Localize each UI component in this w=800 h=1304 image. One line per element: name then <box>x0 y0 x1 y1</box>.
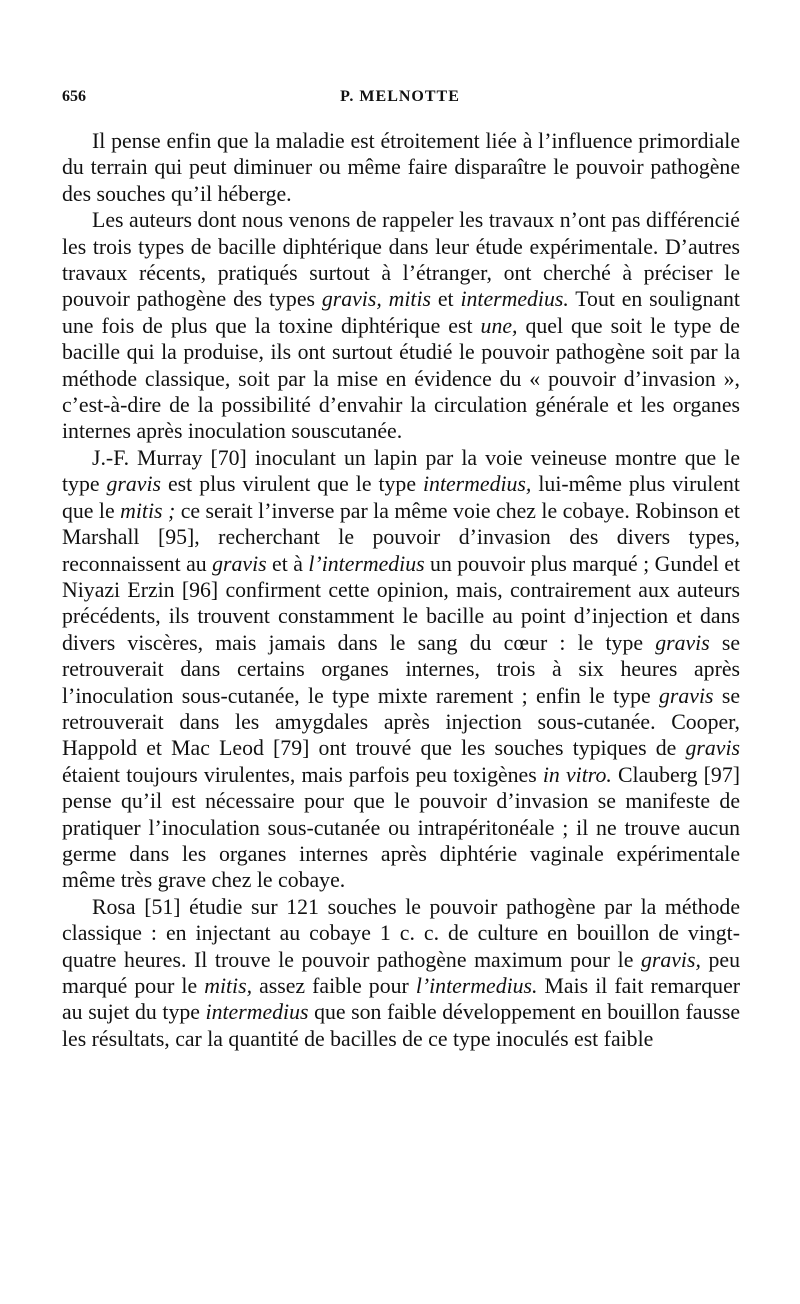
page-header <box>62 88 738 114</box>
italic-text: in vitro. <box>542 762 612 787</box>
text-run: quel que soit le type de bacille qui la produise, ils ont surtout étudié le pouvoir pathogène soit par la méthode classique, soit par la mise en évidence du « pouvoir d’invasion », c’est-à-dire de la possibilité d’envahir la circulation générale et les organes internes après inoculation souscutanée. <box>62 313 740 444</box>
italic-text: gravis <box>106 472 162 497</box>
text-run: un pouvoir plus marqué ; Gundel et Niyazi Erzin [96] confirment cette opinion, mais, contrairement aux auteurs précédents, ils trouvent constamment le bacille au point d’injection et dans divers viscères, mais jamais dans le sang du cœur : le type <box>62 551 741 655</box>
italic-text: intermedius, <box>423 472 532 497</box>
text-run: Clauberg [97] pense qu’il est nécessaire pour que le pouvoir d’invasion se manifeste de pratiquer l’inoculation sous-cutanée ou intrapéritonéale ; il ne trouve aucun germe dans les organes internes après diphtérie vaginale expérimentale même très grave chez le cobaye. <box>62 762 740 893</box>
italic-text: gravis, mitis <box>321 287 432 312</box>
text-run: et à <box>266 551 309 576</box>
text-run: est plus virulent que le type <box>161 472 423 497</box>
text-run: ce serait l’inverse par la même voie chez le cobaye. Robinson et Marshall [95], recherchant le pouvoir d’invasion des divers types, reconnaissent au <box>62 498 740 576</box>
italic-text: mitis, <box>204 974 253 998</box>
text-run: assez faible pour <box>252 974 416 998</box>
italic-text: l’intermedius. <box>415 974 538 998</box>
paragraph <box>62 445 740 894</box>
text-run: peu marqué pour le <box>62 947 740 998</box>
running-title: P. MELNOTTE <box>340 88 460 105</box>
text-run: Il pense enfin que la maladie est étroitement liée à l’influence primordiale du terrain qui peut diminuer ou même faire disparaître le pouvoir pathogène des souches qu’il héberge. <box>62 129 740 206</box>
italic-text: une, <box>480 313 518 338</box>
italic-text: gravis <box>659 683 714 708</box>
text-run: Les auteurs dont nous venons de rappeler les travaux n’ont pas différencié les trois types de bacille diphtérique dans leur étude expérimentale. D’autres travaux récents, pratiqués surtout à l’étranger, ont cherché à préciser le pouvoir pathogène des types <box>62 208 740 312</box>
text-run: étaient toujours virulentes, mais parfois peu toxigènes <box>62 762 543 787</box>
paragraph <box>62 894 740 1052</box>
italic-text: gravis <box>685 736 740 761</box>
text-run: se retrouverait dans certains organes internes, trois à six heures après l’inoculation sous-cutanée, le type mixte rarement ; enfin le type <box>62 630 741 708</box>
text-run: que son faible développement en bouillon fausse les résultats, car la quantité de bacilles de ce type inoculés est faible <box>62 1000 740 1051</box>
italic-text: intermedius. <box>460 287 569 312</box>
italic-text: gravis <box>212 551 267 576</box>
text-run: lui-même plus virulent que le <box>62 472 740 523</box>
text-run: Tout en soulignant une fois de plus que la toxine diphtérique est <box>62 287 740 338</box>
text-run: se retrouverait dans les amygdales après injection sous-cutanée. Cooper, Happold et Mac Leod [79] ont trouvé que les souches typiques de <box>62 683 740 761</box>
paragraph <box>62 207 740 445</box>
page-number: 656 <box>62 88 86 105</box>
body-text <box>62 128 740 1052</box>
italic-text: mitis ; <box>120 498 176 523</box>
text-run: Mais il fait remarquer au sujet du type <box>62 974 741 1025</box>
text-run: Rosa [51] étudie sur 121 souches le pouvoir pathogène par la méthode classique : en injectant au cobaye 1 c. c. de culture en bouillon de vingt-quatre heures. Il trouve le pouvoir pathogène maximum pour le <box>62 894 740 972</box>
paragraph <box>62 128 740 207</box>
text-run: J.-F. Murray [70] inoculant un lapin par la voie veineuse montre que le type <box>62 445 740 497</box>
italic-text: gravis <box>655 630 710 655</box>
italic-text: l’intermedius <box>308 551 425 576</box>
italic-text: gravis, <box>640 947 701 972</box>
text-run: et <box>431 287 461 312</box>
italic-text: intermedius <box>205 1000 309 1025</box>
